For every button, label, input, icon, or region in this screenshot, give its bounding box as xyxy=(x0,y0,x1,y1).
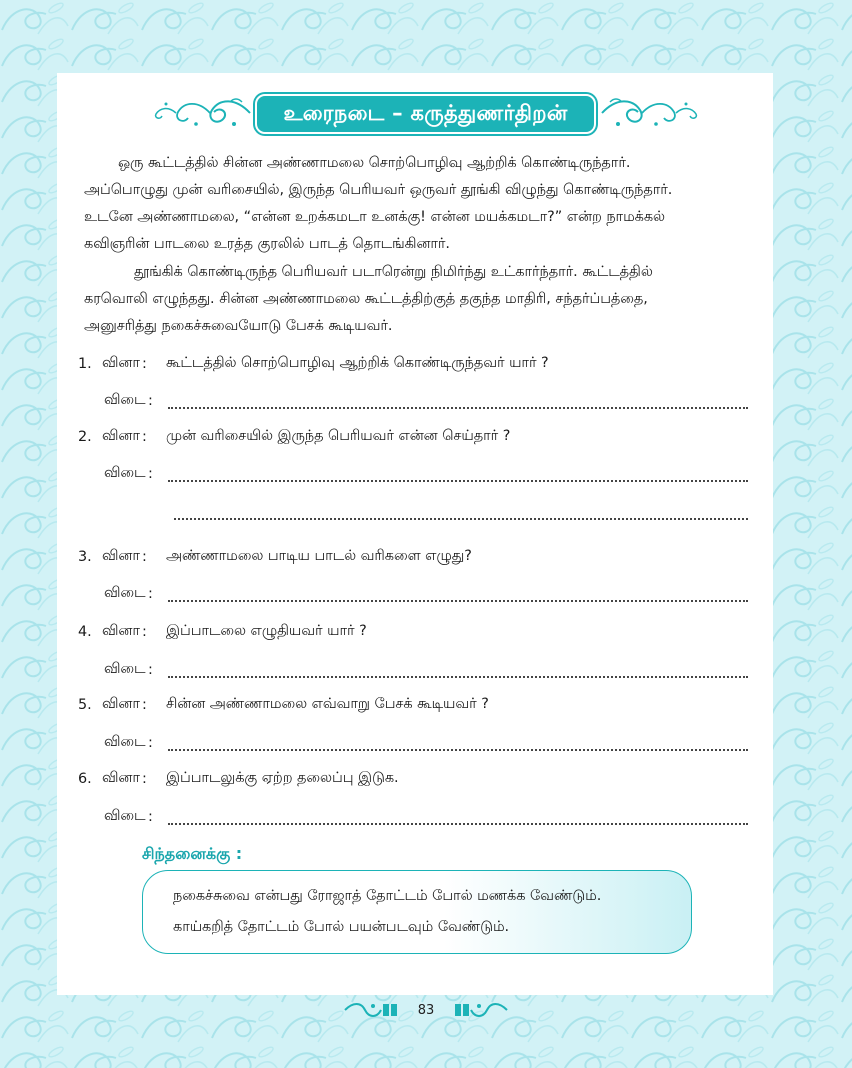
colon: : xyxy=(142,549,147,565)
page-number: 83 xyxy=(417,1003,435,1018)
answer-1 xyxy=(104,390,748,412)
colon: : xyxy=(142,624,147,640)
question-text: சின்ன அண்ணாமலை எவ்வாறு பேசக் கூடியவர் ? xyxy=(166,696,489,712)
question-4 xyxy=(78,621,367,643)
answer-line[interactable] xyxy=(168,739,748,751)
paragraph-2 xyxy=(84,259,756,340)
answer-5 xyxy=(104,732,748,754)
question-label: வினா xyxy=(102,770,140,786)
colon: : xyxy=(148,809,153,825)
colon: : xyxy=(142,429,147,445)
question-label: வினா xyxy=(102,548,140,564)
question-number: 4. xyxy=(78,624,92,640)
answer-label: விடை xyxy=(104,465,146,481)
answer-label: விடை xyxy=(104,585,146,601)
question-3 xyxy=(78,546,472,568)
question-number: 6. xyxy=(78,771,92,787)
colon: : xyxy=(142,356,147,372)
answer-line-extra[interactable] xyxy=(174,508,748,520)
answer-line[interactable] xyxy=(168,590,748,602)
colon: : xyxy=(142,697,147,713)
question-number: 1. xyxy=(78,356,92,372)
think-heading: சிந்தனைக்கு : xyxy=(142,844,243,863)
footer-left-ornament-icon xyxy=(343,1000,401,1020)
question-label: வினா xyxy=(102,623,140,639)
answer-line[interactable] xyxy=(168,470,748,482)
colon: : xyxy=(148,393,153,409)
question-text: இப்பாடலுக்கு ஏற்ற தலைப்பு இடுக. xyxy=(166,770,399,786)
question-text: முன் வரிசையில் இருந்த பெரியவர் என்ன செய்தார் ? xyxy=(166,428,511,444)
colon: : xyxy=(148,735,153,751)
paragraph-line: கவிஞரின் பாடலை உரத்த குரலில் பாடத் தொடங்கினார். xyxy=(84,236,451,252)
paragraph-line: அனுசரித்து நகைச்சுவையோடு பேசக் கூடியவர். xyxy=(84,318,393,334)
answer-3 xyxy=(104,583,748,605)
colon: : xyxy=(148,466,153,482)
think-box xyxy=(142,870,692,954)
title-banner xyxy=(150,92,702,134)
answer-4 xyxy=(104,659,748,681)
answer-line[interactable] xyxy=(168,666,748,678)
right-flourish-icon xyxy=(597,92,702,134)
think-line: நகைச்சுவை என்பது ரோஜாத் தோட்டம் போல் மணக்க வேண்டும். xyxy=(173,888,602,904)
answer-line[interactable] xyxy=(168,813,748,825)
question-label: வினா xyxy=(102,428,140,444)
think-line: காய்கறித் தோட்டம் போல் பயன்படவும் வேண்டும். xyxy=(173,919,510,935)
answer-line[interactable] xyxy=(168,397,748,409)
answer-label: விடை xyxy=(104,661,146,677)
question-number: 2. xyxy=(78,429,92,445)
footer-right-ornament-icon xyxy=(451,1000,509,1020)
answer-label: விடை xyxy=(104,392,146,408)
paragraph-line: ஒரு கூட்டத்தில் சின்ன அண்ணாமலை சொற்பொழிவு ஆற்றிக் கொண்டிருந்தார். xyxy=(118,155,631,171)
page-title: உரைநடை – கருத்துணர்திறன் xyxy=(255,94,596,134)
colon: : xyxy=(148,662,153,678)
question-label: வினா xyxy=(102,355,140,371)
question-6 xyxy=(78,768,399,790)
colon: : xyxy=(142,771,147,787)
paragraph-line: அப்பொழுது முன் வரிசையில், இருந்த பெரியவர் ஒருவர் தூங்கி விழுந்து கொண்டிருந்தார். xyxy=(84,182,673,198)
question-number: 3. xyxy=(78,549,92,565)
paragraph-line: தூங்கிக் கொண்டிருந்த பெரியவர் படாரென்று நிமிர்ந்து உட்கார்ந்தார். கூட்டத்தில் xyxy=(134,264,653,280)
question-5 xyxy=(78,694,489,716)
left-flourish-icon xyxy=(150,92,255,134)
question-label: வினா xyxy=(102,696,140,712)
paragraph-line: உடனே அண்ணாமலை, “என்ன உறக்கமடா உனக்கு! என்ன மயக்கமடா?” என்ற நாமக்கல் xyxy=(84,209,666,225)
answer-2 xyxy=(104,463,748,485)
answer-label: விடை xyxy=(104,808,146,824)
paragraph-1 xyxy=(84,150,756,258)
question-2 xyxy=(78,426,510,448)
paragraph-line: கரவொலி எழுந்தது. சின்ன அண்ணாமலை கூட்டத்திற்குத் தகுந்த மாதிரி, சந்தர்ப்பத்தை, xyxy=(84,291,648,307)
colon: : xyxy=(148,586,153,602)
question-text: இப்பாடலை எழுதியவர் யார் ? xyxy=(166,623,367,639)
question-text: அண்ணாமலை பாடிய பாடல் வரிகளை எழுது? xyxy=(166,548,472,564)
answer-label: விடை xyxy=(104,734,146,750)
answer-6 xyxy=(104,806,748,828)
question-text: கூட்டத்தில் சொற்பொழிவு ஆற்றிக் கொண்டிருந்தவர் யார் ? xyxy=(166,355,549,371)
question-1 xyxy=(78,353,549,375)
question-number: 5. xyxy=(78,697,92,713)
